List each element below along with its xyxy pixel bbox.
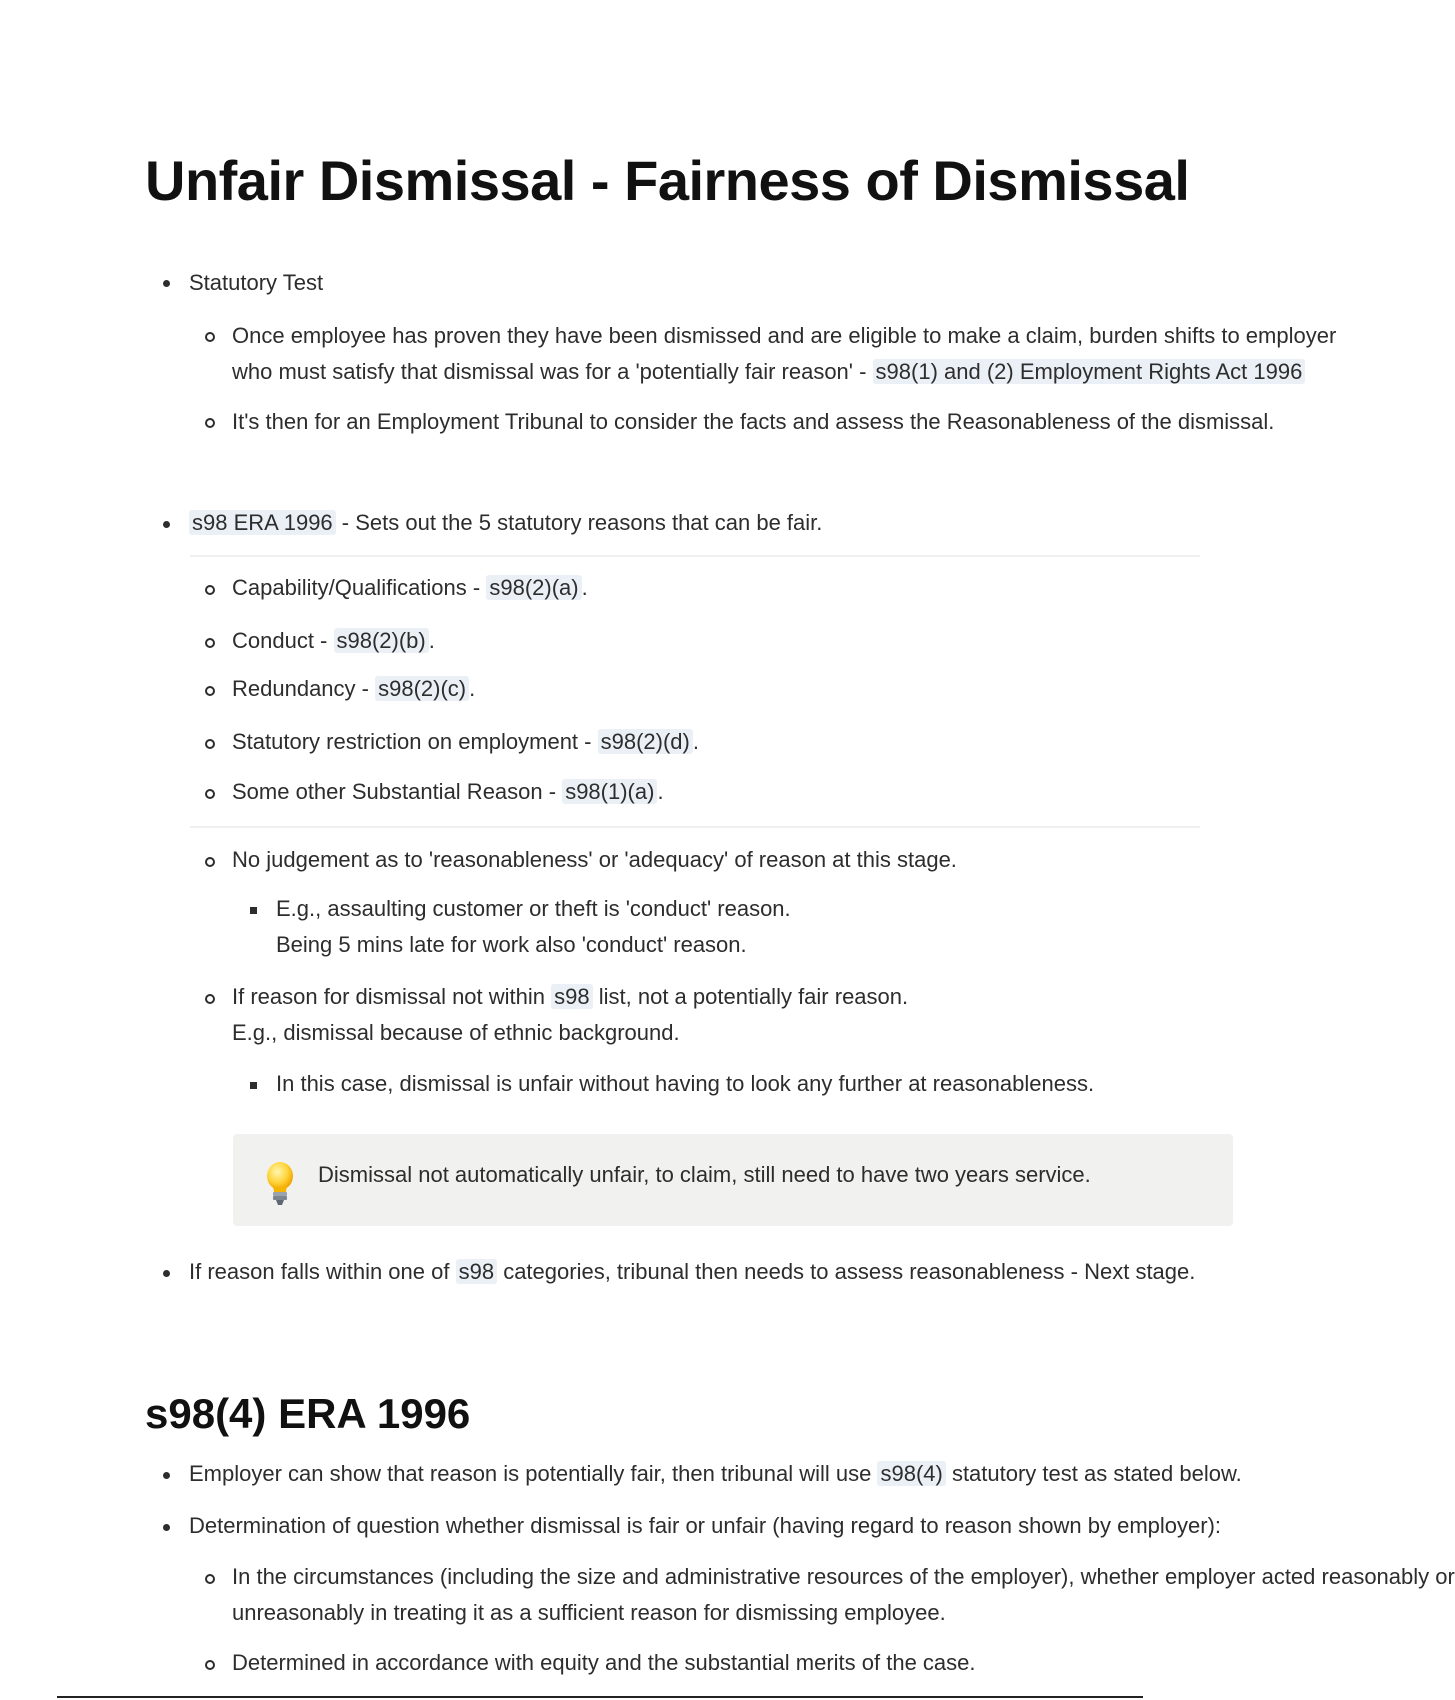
example-line-1: E.g., assaulting customer or theft is 'conduct' reason. [276,896,791,921]
bullet-circle [205,857,215,867]
s98-4-sub-1-line-1: In the circumstances (including the size and administrative resources of the employer), whether employer acted reasonably or [232,1564,1455,1589]
within-category-pre: If reason falls within one of [189,1259,456,1284]
bullet-circle [205,739,215,749]
reason-label: Capability/Qualifications - [232,575,487,600]
lightbulb-icon [262,1161,298,1207]
reasons-divider-top [190,555,1200,557]
s98-code: s98 [551,984,592,1009]
s98-4-item-1 [189,1456,1242,1492]
reason-sosr [232,774,664,810]
s98-intro-text: - Sets out the 5 statutory reasons that can be fair. [335,510,823,535]
s98-4-sub-2: Determined in accordance with equity and the substantial merits of the case. [232,1650,976,1675]
example-line-2: Being 5 mins late for work also 'conduct' reason. [276,932,747,957]
not-within-s98-line-2: E.g., dismissal because of ethnic background. [232,1020,680,1045]
reason-capability [232,570,588,606]
callout-text: Dismissal not automatically unfair, to claim, still need to have two years service. [318,1162,1091,1187]
bullet-disc [163,1524,170,1531]
reason-code: s98(2)(b) [334,628,429,653]
s98-intro [189,505,822,541]
statutory-test-item-1-line-1: Once employee has proven they have been dismissed and are eligible to make a claim, burden shifts to employer [232,323,1337,348]
bullet-disc [163,1270,170,1277]
within-category-post: categories, tribunal then needs to assess reasonableness - Next stage. [497,1259,1196,1284]
bullet-square [250,907,257,914]
bullet-circle [205,789,215,799]
statutory-test-heading: Statutory Test [189,270,324,295]
statutory-test-item-1-text: who must satisfy that dismissal was for a 'potentially fair reason' - [232,359,873,384]
bullet-disc [163,1472,170,1479]
bullet-square [250,1082,257,1089]
statutory-ref-code: s98(1) and (2) Employment Rights Act 1996 [873,359,1306,384]
reason-end: . [469,676,476,701]
reason-conduct [232,623,435,659]
s98-4-code: s98(4) [877,1461,945,1486]
bullet-circle [205,332,215,342]
reason-label: Statutory restriction on employment - [232,729,598,754]
section-heading-s98-4: s98(4) ERA 1996 [145,1390,471,1437]
reason-statutory-restriction [232,724,699,760]
bullet-circle [205,638,215,648]
reason-end: . [581,575,588,600]
page-bottom-rule [57,1696,1143,1698]
within-category-text [189,1254,1195,1290]
reasons-divider-bottom [190,826,1200,828]
reason-code: s98(2)(d) [598,729,693,754]
reason-end: . [692,729,699,754]
s98-code: s98 [456,1259,497,1284]
bullet-circle [205,686,215,696]
reason-end: . [657,779,664,804]
not-within-s98-line-1 [232,979,908,1015]
reason-label: Some other Substantial Reason - [232,779,563,804]
not-within-pre: If reason for dismissal not within [232,984,552,1009]
bullet-circle [205,585,215,595]
s98-4-item-1-pre: Employer can show that reason is potentially fair, then tribunal will use [189,1461,878,1486]
reason-redundancy [232,671,475,707]
statutory-test-item-2: It's then for an Employment Tribunal to consider the facts and assess the Reasonableness of the dismissal. [232,409,1275,434]
reason-code: s98(1)(a) [562,779,657,804]
s98-4-item-1-post: statutory test as stated below. [945,1461,1242,1486]
not-within-post: list, not a potentially fair reason. [592,984,909,1009]
bullet-disc [163,521,170,528]
bullet-disc [163,280,170,287]
bullet-circle [205,418,215,428]
bullet-circle [205,994,215,1004]
reason-code: s98(2)(a) [486,575,581,600]
reason-end: . [428,628,435,653]
s98-4-item-2: Determination of question whether dismissal is fair or unfair (having regard to reason shown by employer): [189,1513,1222,1538]
bullet-circle [205,1574,215,1584]
statutory-test-item-1-line-2 [232,354,1305,390]
reason-label: Conduct - [232,628,334,653]
page-title: Unfair Dismissal - Fairness of Dismissal [145,149,1190,212]
no-judgement-text: No judgement as to 'reasonableness' or 'adequacy' of reason at this stage. [232,847,957,872]
reason-label: Redundancy - [232,676,376,701]
s98-4-sub-1-line-2: unreasonably in treating it as a sufficient reason for dismissing employee. [232,1600,946,1625]
s98-code: s98 ERA 1996 [189,510,336,535]
reason-code: s98(2)(c) [375,676,469,701]
bullet-circle [205,1660,215,1670]
in-this-case-text: In this case, dismissal is unfair without having to look any further at reasonableness. [276,1071,1095,1096]
